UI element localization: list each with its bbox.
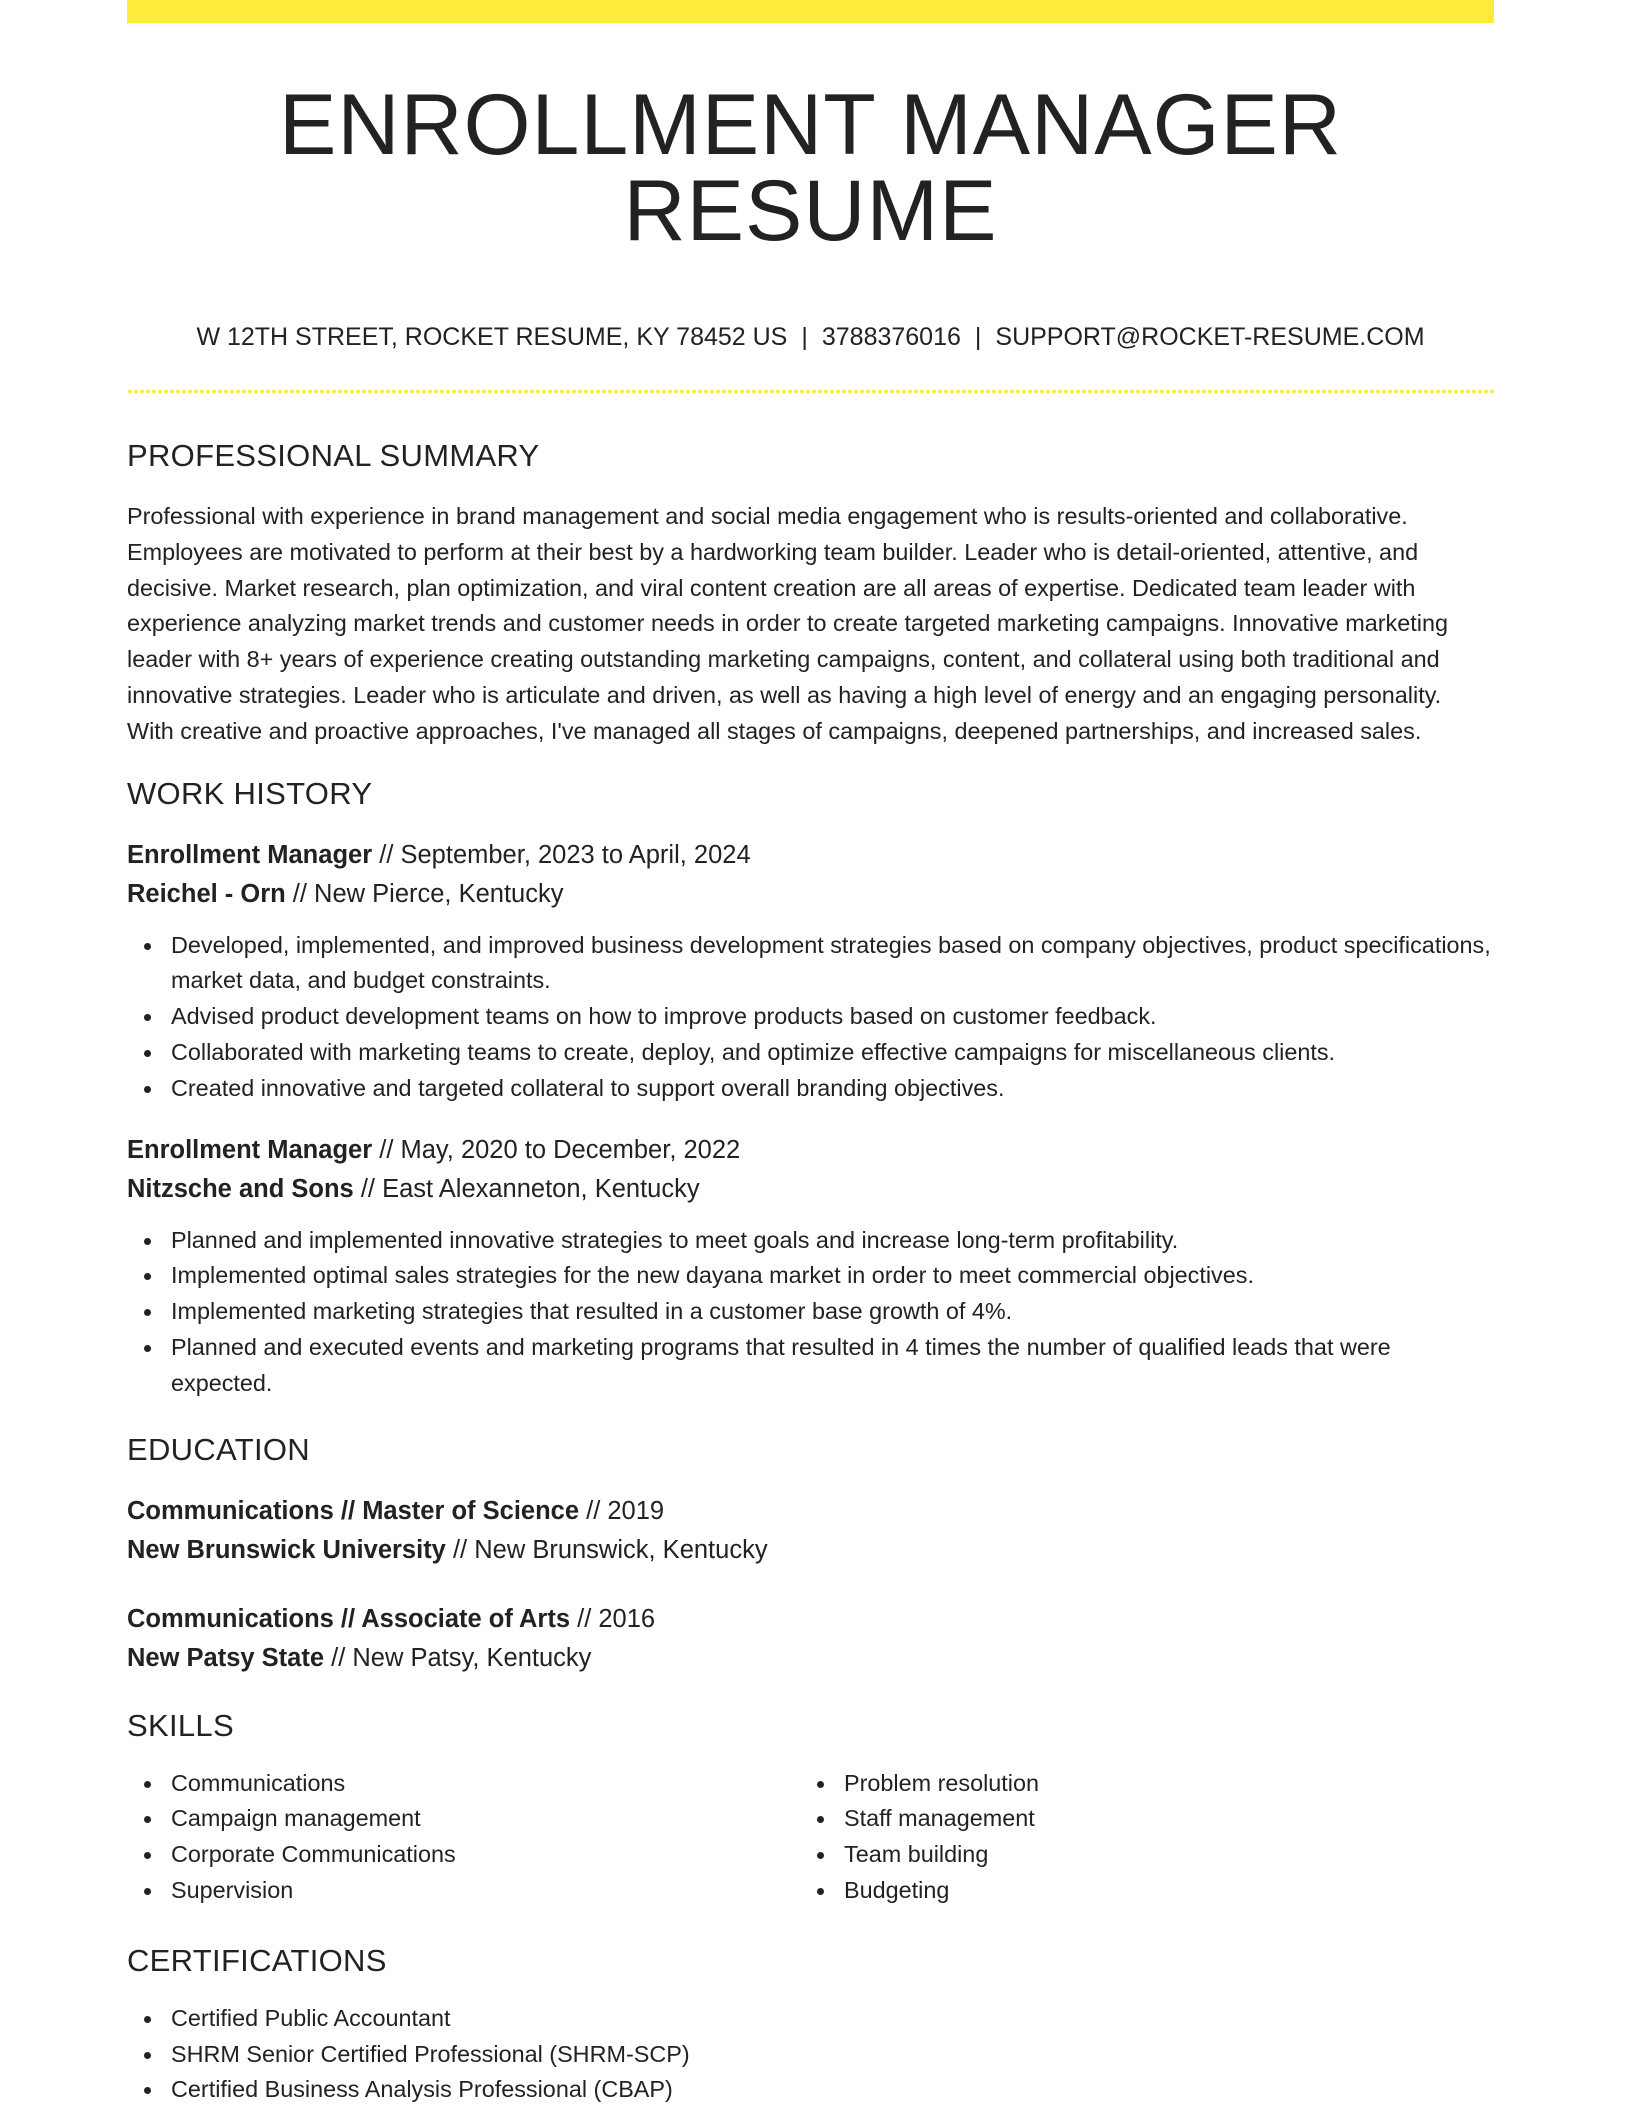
job-title: Enrollment Manager bbox=[127, 840, 373, 869]
skills-heading: SKILLS bbox=[127, 1707, 234, 1743]
degree-year: // 2016 bbox=[577, 1604, 656, 1633]
skill-item: Team building bbox=[844, 1837, 1473, 1873]
skill-item: Campaign management bbox=[171, 1801, 800, 1837]
job-entry bbox=[127, 836, 1494, 1107]
certifications-list bbox=[127, 2001, 1494, 2108]
dotted-divider bbox=[127, 389, 1494, 394]
degree-year: // 2019 bbox=[586, 1496, 665, 1525]
skill-item: Corporate Communications bbox=[171, 1837, 800, 1873]
contact-address: W 12TH STREET, ROCKET RESUME, KY 78452 US bbox=[196, 323, 788, 351]
summary-text: Professional with experience in brand management and social media engagement who is results-oriented and collaborative. Employees are motivated to perform at their best by a hardworking team builder. Leader who is detail-oriented, attentive, and decisive. Market research, plan optimization, and viral content creation are all areas of expertise. Dedicated team leader with experience analyzing market trends and customer needs in order to create targeted marketing campaigns. Innovative marketing leader with 8+ years of experience creating outstanding marketing campaigns, content, and collateral using both traditional and innovative strategies. Leader who is articulate and driven, as well as having a high level of energy and an engaging personality. With creative and proactive approaches, I've managed all stages of campaigns, deepened partnerships, and increased sales. bbox=[127, 503, 1448, 744]
job-entry bbox=[127, 1131, 1494, 1402]
school-line bbox=[127, 1639, 1494, 1678]
summary-heading: PROFESSIONAL SUMMARY bbox=[127, 438, 540, 473]
job-bullet: Planned and implemented innovative strategies to meet goals and increase long-term profitability. bbox=[171, 1223, 1494, 1259]
contact-phone: 3788376016 bbox=[821, 323, 961, 351]
job-company: Reichel - Orn bbox=[127, 879, 286, 908]
school-location: // New Patsy, Kentucky bbox=[331, 1643, 592, 1672]
skills-list-right bbox=[800, 1766, 1473, 1909]
job-bullet: Collaborated with marketing teams to create, deploy, and optimize effective campaigns for miscellaneous clients. bbox=[171, 1035, 1494, 1071]
job-dates: // May, 2020 to December, 2022 bbox=[379, 1135, 741, 1164]
certification-item: SHRM Senior Certified Professional (SHRM-SCP) bbox=[171, 2037, 1494, 2073]
contact-line bbox=[127, 322, 1494, 352]
education-entry bbox=[127, 1600, 1494, 1678]
job-dates: // September, 2023 to April, 2024 bbox=[379, 840, 751, 869]
certification-item: Certified Public Accountant bbox=[171, 2001, 1494, 2037]
job-title-line bbox=[127, 836, 1494, 875]
contact-email: SUPPORT@ROCKET-RESUME.COM bbox=[995, 323, 1425, 351]
job-bullet: Implemented marketing strategies that resulted in a customer base growth of 4%. bbox=[171, 1294, 1494, 1330]
school: New Patsy State bbox=[127, 1643, 325, 1672]
skill-item: Budgeting bbox=[844, 1873, 1473, 1909]
job-location: // East Alexanneton, Kentucky bbox=[360, 1174, 700, 1203]
certification-item: Certified Business Analysis Professional (CBAP) bbox=[171, 2072, 1494, 2108]
skill-item: Problem resolution bbox=[844, 1766, 1473, 1802]
contact-separator: | bbox=[801, 323, 808, 351]
resume-page bbox=[127, 0, 1494, 2108]
skills-list-left bbox=[127, 1766, 800, 1909]
degree: Communications // Master of Science bbox=[127, 1496, 580, 1525]
job-bullet: Created innovative and targeted collateral to support overall branding objectives. bbox=[171, 1071, 1494, 1107]
degree-line bbox=[127, 1492, 1494, 1531]
top-accent-bar bbox=[127, 0, 1494, 23]
job-title: Enrollment Manager bbox=[127, 1135, 373, 1164]
skill-item: Staff management bbox=[844, 1801, 1473, 1837]
job-bullet: Implemented optimal sales strategies for the new dayana market in order to meet commercial objectives. bbox=[171, 1258, 1494, 1294]
school-location: // New Brunswick, Kentucky bbox=[452, 1535, 768, 1564]
degree: Communications // Associate of Arts bbox=[127, 1604, 571, 1633]
job-bullet: Advised product development teams on how to improve products based on customer feedback. bbox=[171, 999, 1494, 1035]
education-heading: EDUCATION bbox=[127, 1431, 310, 1467]
job-title-line bbox=[127, 1131, 1494, 1170]
education-entry bbox=[127, 1492, 1494, 1570]
skill-item: Supervision bbox=[171, 1873, 800, 1909]
work-history-heading: WORK HISTORY bbox=[127, 775, 373, 811]
job-bullet: Planned and executed events and marketing programs that resulted in 4 times the number of qualified leads that were expected. bbox=[171, 1330, 1494, 1402]
job-company: Nitzsche and Sons bbox=[127, 1174, 354, 1203]
job-bullets bbox=[127, 928, 1494, 1107]
resume-title: ENROLLMENT MANAGER RESUME bbox=[279, 77, 1342, 259]
school-line bbox=[127, 1531, 1494, 1570]
degree-line bbox=[127, 1600, 1494, 1639]
job-bullets bbox=[127, 1223, 1494, 1402]
job-location: // New Pierce, Kentucky bbox=[292, 879, 564, 908]
job-company-line bbox=[127, 875, 1494, 914]
skill-item: Communications bbox=[171, 1766, 800, 1802]
job-bullet: Developed, implemented, and improved business development strategies based on company objectives, product specifications, market data, and budget constraints. bbox=[171, 928, 1494, 1000]
job-company-line bbox=[127, 1170, 1494, 1209]
skills-columns bbox=[127, 1766, 1494, 1909]
contact-separator: | bbox=[974, 323, 982, 351]
certifications-heading: CERTIFICATIONS bbox=[127, 1942, 387, 1978]
school: New Brunswick University bbox=[127, 1535, 446, 1564]
